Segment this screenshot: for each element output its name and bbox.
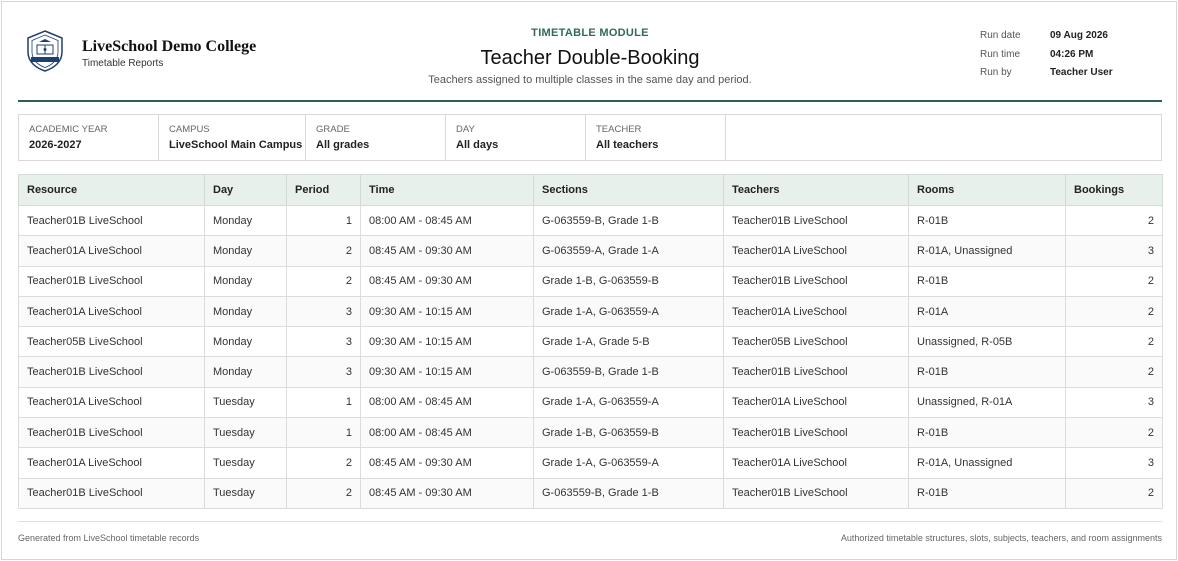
rooms-cell: R-01A	[909, 296, 1066, 326]
filter-label: TEACHER	[596, 124, 642, 135]
table-row	[19, 236, 1163, 266]
resource-cell: Teacher01A LiveSchool	[19, 236, 205, 266]
filter-value: LiveSchool Main Campus	[169, 139, 303, 151]
bookings-cell: 2	[1066, 266, 1163, 296]
filter-grade	[306, 115, 446, 160]
day-cell: Tuesday	[205, 418, 287, 448]
double-booking-table	[18, 174, 1163, 509]
filter-label: CAMPUS	[169, 124, 210, 135]
day-cell: Tuesday	[205, 478, 287, 508]
resource-cell: Teacher01A LiveSchool	[19, 387, 205, 417]
table-row	[19, 206, 1163, 236]
day-cell: Tuesday	[205, 448, 287, 478]
teachers-cell: Teacher05B LiveSchool	[724, 327, 909, 357]
run-by-row	[980, 67, 1113, 86]
period-cell: 2	[287, 236, 361, 266]
sections-cell: G-063559-B, Grade 1-B	[534, 478, 724, 508]
filter-bar	[18, 114, 1162, 161]
bookings-cell: 2	[1066, 478, 1163, 508]
filter-campus	[159, 115, 306, 160]
day-cell: Monday	[205, 296, 287, 326]
time-cell: 08:45 AM - 09:30 AM	[361, 478, 534, 508]
column-header-bookings: Bookings	[1066, 175, 1163, 206]
filter-value: 2026-2027	[29, 139, 82, 151]
table-row	[19, 327, 1163, 357]
time-cell: 08:00 AM - 08:45 AM	[361, 418, 534, 448]
column-header-time: Time	[361, 175, 534, 206]
run-date-row	[980, 30, 1113, 49]
teachers-cell: Teacher01B LiveSchool	[724, 266, 909, 296]
table-row	[19, 478, 1163, 508]
rooms-cell: R-01B	[909, 478, 1066, 508]
time-cell: 08:00 AM - 08:45 AM	[361, 206, 534, 236]
resource-cell: Teacher01B LiveSchool	[19, 418, 205, 448]
rooms-cell: R-01B	[909, 266, 1066, 296]
bookings-cell: 3	[1066, 448, 1163, 478]
table-body	[19, 206, 1163, 509]
period-cell: 1	[287, 206, 361, 236]
teachers-cell: Teacher01B LiveSchool	[724, 418, 909, 448]
day-cell: Monday	[205, 327, 287, 357]
teachers-cell: Teacher01B LiveSchool	[724, 206, 909, 236]
table-header-row	[19, 175, 1163, 206]
sections-cell: G-063559-B, Grade 1-B	[534, 206, 724, 236]
rooms-cell: R-01A, Unassigned	[909, 448, 1066, 478]
teachers-cell: Teacher01A LiveSchool	[724, 236, 909, 266]
report-footer	[18, 521, 1162, 543]
sections-cell: Grade 1-A, G-063559-A	[534, 296, 724, 326]
bookings-cell: 2	[1066, 357, 1163, 387]
filter-label: GRADE	[316, 124, 350, 135]
filter-spacer	[726, 115, 1161, 160]
table-row	[19, 418, 1163, 448]
resource-cell: Teacher01B LiveSchool	[19, 357, 205, 387]
run-meta	[980, 30, 1113, 86]
day-cell: Monday	[205, 206, 287, 236]
footer-authorization-note: Authorized timetable structures, slots, subjects, teachers, and room assignments	[840, 533, 1162, 543]
period-cell: 1	[287, 387, 361, 417]
filter-value: All teachers	[596, 139, 659, 151]
rooms-cell: R-01B	[909, 206, 1066, 236]
page-title: Teacher Double-Booking	[480, 47, 700, 69]
period-cell: 3	[287, 357, 361, 387]
table-row	[19, 266, 1163, 296]
resource-cell: Teacher01B LiveSchool	[19, 478, 205, 508]
day-cell: Tuesday	[205, 387, 287, 417]
meta-label: Run by	[980, 67, 1012, 78]
filter-value: All grades	[316, 139, 370, 151]
column-header-teachers: Teachers	[724, 175, 909, 206]
rooms-cell: R-01B	[909, 418, 1066, 448]
footer-source-note: Generated from LiveSchool timetable records	[18, 533, 200, 543]
period-cell: 1	[287, 418, 361, 448]
period-cell: 2	[287, 266, 361, 296]
bookings-cell: 2	[1066, 206, 1163, 236]
college-name: LiveSchool Demo College	[82, 38, 257, 55]
report-header	[18, 2, 1162, 102]
sections-cell: Grade 1-B, G-063559-B	[534, 266, 724, 296]
resource-cell: Teacher01A LiveSchool	[19, 296, 205, 326]
resource-cell: Teacher01B LiveSchool	[19, 266, 205, 296]
bookings-cell: 3	[1066, 236, 1163, 266]
sections-cell: Grade 1-A, G-063559-A	[534, 387, 724, 417]
rooms-cell: R-01A, Unassigned	[909, 236, 1066, 266]
table-row	[19, 296, 1163, 326]
meta-label: Run time	[980, 48, 1021, 60]
report-description: Teachers assigned to multiple classes in the same day and period.	[428, 74, 752, 86]
teachers-cell: Teacher01A LiveSchool	[724, 387, 909, 417]
rooms-cell: Unassigned, R-01A	[909, 387, 1066, 417]
teachers-cell: Teacher01A LiveSchool	[724, 296, 909, 326]
table-row	[19, 357, 1163, 387]
run-by-value: Teacher User	[1050, 67, 1113, 78]
day-cell: Monday	[205, 236, 287, 266]
period-cell: 3	[287, 327, 361, 357]
time-cell: 09:30 AM - 10:15 AM	[361, 357, 534, 387]
sections-cell: Grade 1-A, Grade 5-B	[534, 327, 724, 357]
period-cell: 3	[287, 296, 361, 326]
filter-label: DAY	[456, 124, 475, 135]
column-header-resource: Resource	[19, 175, 205, 206]
bookings-cell: 2	[1066, 296, 1163, 326]
teachers-cell: Teacher01A LiveSchool	[724, 448, 909, 478]
time-cell: 08:00 AM - 08:45 AM	[361, 387, 534, 417]
filter-label: ACADEMIC YEAR	[29, 124, 108, 135]
day-cell: Monday	[205, 357, 287, 387]
table-row	[19, 387, 1163, 417]
column-header-rooms: Rooms	[909, 175, 1066, 206]
column-header-period: Period	[287, 175, 361, 206]
time-cell: 08:45 AM - 09:30 AM	[361, 448, 534, 478]
sections-cell: G-063559-B, Grade 1-B	[534, 357, 724, 387]
bookings-cell: 3	[1066, 387, 1163, 417]
meta-label: Run date	[980, 30, 1021, 41]
time-cell: 08:45 AM - 09:30 AM	[361, 236, 534, 266]
report-page	[1, 1, 1177, 560]
resource-cell: Teacher01B LiveSchool	[19, 206, 205, 236]
time-cell: 09:30 AM - 10:15 AM	[361, 296, 534, 326]
run-time-row	[980, 49, 1113, 68]
table-row	[19, 448, 1163, 478]
filter-value: All days	[456, 139, 499, 151]
teachers-cell: Teacher01B LiveSchool	[724, 357, 909, 387]
bookings-cell: 2	[1066, 327, 1163, 357]
module-label: TIMETABLE MODULE	[531, 27, 649, 39]
sections-cell: Grade 1-A, G-063559-A	[534, 448, 724, 478]
bookings-cell: 2	[1066, 418, 1163, 448]
sections-cell: G-063559-A, Grade 1-A	[534, 236, 724, 266]
time-cell: 09:30 AM - 10:15 AM	[361, 327, 534, 357]
column-header-sections: Sections	[534, 175, 724, 206]
time-cell: 08:45 AM - 09:30 AM	[361, 266, 534, 296]
filter-academic-year	[19, 115, 159, 160]
filter-teacher	[586, 115, 726, 160]
teachers-cell: Teacher01B LiveSchool	[724, 478, 909, 508]
day-cell: Monday	[205, 266, 287, 296]
rooms-cell: R-01B	[909, 357, 1066, 387]
resource-cell: Teacher05B LiveSchool	[19, 327, 205, 357]
period-cell: 2	[287, 478, 361, 508]
filter-day	[446, 115, 586, 160]
resource-cell: Teacher01A LiveSchool	[19, 448, 205, 478]
run-date-value: 09 Aug 2026	[1050, 30, 1108, 41]
period-cell: 2	[287, 448, 361, 478]
report-subtitle: Timetable Reports	[82, 58, 164, 69]
column-header-day: Day	[205, 175, 287, 206]
rooms-cell: Unassigned, R-05B	[909, 327, 1066, 357]
sections-cell: Grade 1-B, G-063559-B	[534, 418, 724, 448]
run-time-value: 04:26 PM	[1050, 48, 1094, 60]
